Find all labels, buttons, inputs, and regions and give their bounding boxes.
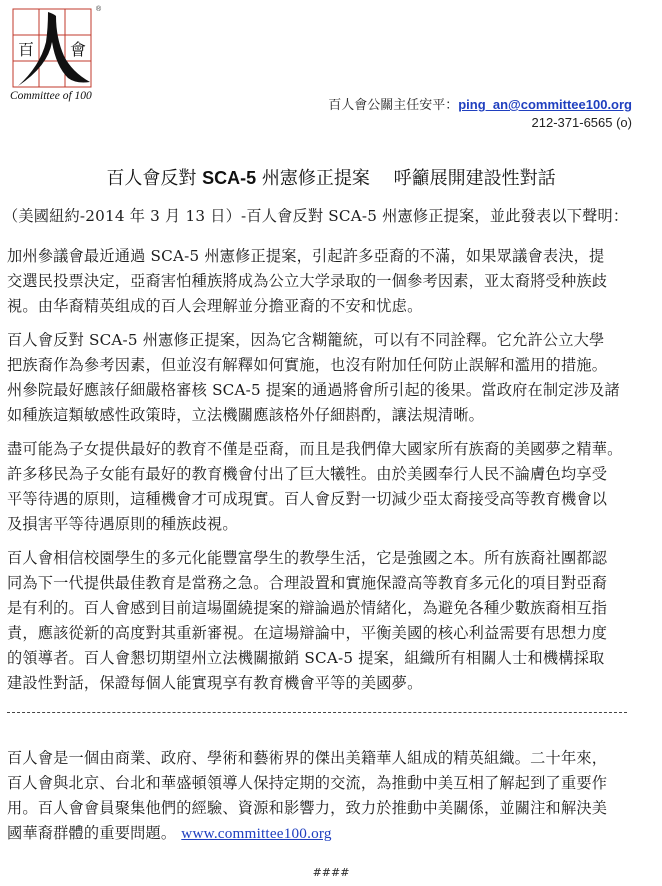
about-line: 用。百人會會員聚集他們的經驗、資源和影響力，致力於推動中美關係，並關注和解決美 bbox=[7, 799, 608, 817]
dateline: （美國紐約-2014 年 3 月 13 日）-百人會反對 SCA-5 州憲修正提案，並此發表以下聲明： bbox=[3, 207, 629, 225]
page-title bbox=[0, 164, 662, 190]
about-line-last bbox=[7, 822, 332, 843]
dashed-divider bbox=[7, 712, 627, 713]
paragraph-3-line: 盡可能為子女提供最好的教育不僅是亞裔，而且是我們偉大國家所有族裔的美國夢之精華。 bbox=[7, 440, 623, 458]
about-line-text: 國華裔群體的重要問題。 bbox=[7, 824, 182, 842]
contact-phone: 212-371-6565 (o) bbox=[531, 115, 632, 130]
title-part-2: 州憲修正提案 呼籲展開建設性對話 bbox=[256, 168, 556, 189]
website-link[interactable]: www.committee100.org bbox=[181, 825, 332, 842]
registered-mark: ® bbox=[96, 6, 102, 13]
paragraph-2-line: 如種族這類敏感性政策時，立法機關應該格外仔細斟酌，讓法規清晰。 bbox=[7, 406, 485, 424]
paragraph-3-line: 及損害平等待遇原則的種族歧視。 bbox=[7, 515, 238, 533]
paragraph-1-line: 交選民投票決定，亞裔害怕種族將成為公立大学录取的一個參考因素，亚太裔將受种族歧 bbox=[7, 272, 608, 290]
paragraph-2-line: 百人會反對 SCA-5 州憲修正提案，因為它含糊籠統，可以有不同詮釋。它允許公立大學 bbox=[7, 331, 605, 349]
paragraph-4-line: 建設性對話，保證每個人能實現享有教育機會平等的美國夢。 bbox=[7, 674, 423, 692]
paragraph-1-line: 加州參議會最近通過 SCA-5 州憲修正提案，引起許多亞裔的不滿，如果眾議會表決，提 bbox=[7, 247, 605, 265]
logo-char-hui: 會 bbox=[69, 40, 87, 59]
paragraph-1-line: 視。由华裔精英组成的百人会理解並分擔亚裔的不安和忧虑。 bbox=[7, 297, 423, 315]
committee-of-100-logo bbox=[12, 8, 92, 88]
paragraph-4-line: 是有利的。百人會感到目前這場圍繞提案的辯論過於情緒化，為避免各種少數族裔相互指 bbox=[7, 599, 608, 617]
about-line: 百人會與北京、台北和華盛頓領導人保持定期的交流，為推動中美互相了解起到了重要作 bbox=[7, 774, 608, 792]
logo-char-bai: 百 bbox=[17, 40, 35, 59]
title-part-1: 百人會反對 bbox=[106, 168, 203, 189]
paragraph-2-line: 把族裔作為參考因素，但並沒有解釋如何實施，也沒有附加任何防止誤解和濫用的措施。 bbox=[7, 356, 608, 374]
paragraph-3-line: 許多移民為子女能有最好的教育機會付出了巨大犧牲。由於美國奉行人民不論膚色均享受 bbox=[7, 465, 608, 483]
end-mark: #### bbox=[312, 866, 350, 879]
paragraph-3-line: 平等待遇的原則，這種機會才可成現實。百人會反對一切減少亞太裔接受高等教育機會以 bbox=[7, 490, 608, 508]
paragraph-4-line: 的領導者。百人會懇切期望州立法機關撤銷 SCA-5 提案，組織所有相關人士和機構採取 bbox=[7, 649, 605, 667]
contact-label: 百人會公關主任安平： bbox=[328, 98, 459, 113]
paragraph-2-line: 州參院最好應該仔細嚴格審核 SCA-5 提案的通過將會所引起的後果。當政府在制定涉及諸 bbox=[7, 381, 620, 399]
contact-line bbox=[328, 94, 632, 113]
about-line: 百人會是一個由商業、政府、學術和藝術界的傑出美籍華人組成的精英組織。二十年來， bbox=[7, 749, 608, 767]
contact-email-link[interactable]: ping_an@committee100.org bbox=[458, 97, 632, 112]
logo-caption: Committee of 100 bbox=[10, 90, 92, 102]
paragraph-4-line: 百人會相信校園學生的多元化能豐富學生的教學生活，它是強國之本。所有族裔社團都認 bbox=[7, 549, 608, 567]
paragraph-4-line: 同為下一代提供最佳教育是當務之急。合理設置和實施保證高等教育多元化的項目對亞裔 bbox=[7, 574, 608, 592]
paragraph-4-line: 責，應該從新的高度對其重新審視。在這場辯論中，平衡美國的核心利益需要有思想力度 bbox=[7, 624, 608, 642]
title-bill-name: SCA-5 bbox=[202, 168, 257, 188]
